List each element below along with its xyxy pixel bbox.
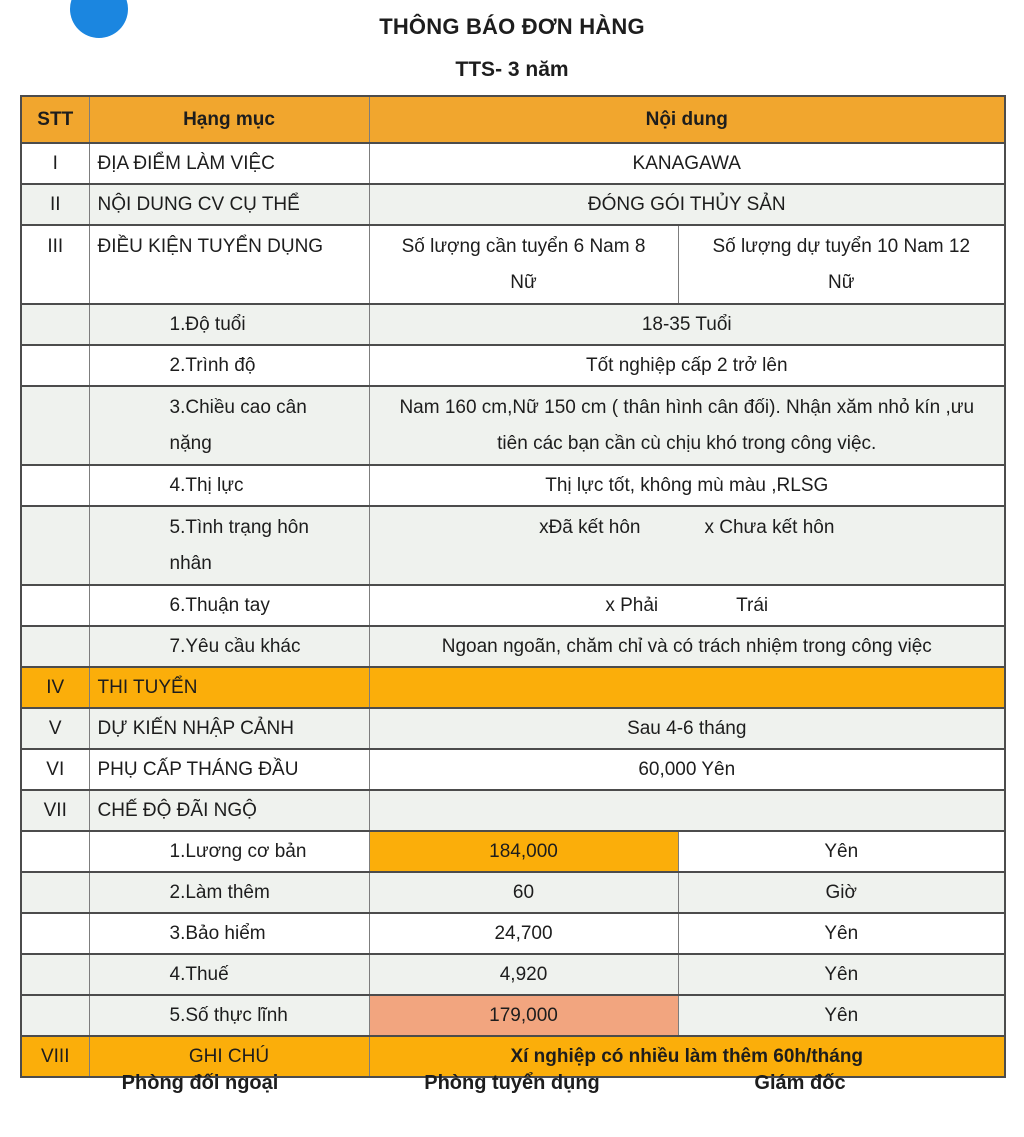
table-row [21,304,1005,345]
row-content: Tốt nghiệp cấp 2 trở lên [369,345,1005,386]
table-row [21,749,1005,790]
row-stt [21,626,89,667]
row-stt [21,386,89,465]
row-stt: VII [21,790,89,831]
insurance-unit: Yên [678,913,1005,954]
row-content: 60,000 Yên [369,749,1005,790]
row-label: 3.Bảo hiểm [89,913,369,954]
net-salary-value: 179,000 [369,995,678,1036]
row-content: KANAGAWA [369,143,1005,184]
table-row [21,585,1005,626]
row-label: NỘI DUNG CV CỤ THỂ [89,184,369,225]
row-content [369,585,1005,626]
row-label: DỰ KIẾN NHẬP CẢNH [89,708,369,749]
row-stt [21,995,89,1036]
row-label: 3.Chiều cao cân nặng [89,386,369,465]
col-header-content: Nội dung [369,96,1005,143]
document-subtitle: TTS- 3 năm [455,58,569,81]
row-label: 5.Số thực lĩnh [89,995,369,1036]
row-stt [21,465,89,506]
marital-single-option: x Chưa kết hôn [704,517,835,538]
row-label: ĐIỀU KIỆN TUYỂN DỤNG [89,225,369,304]
row-content: ĐÓNG GÓI THỦY SẢN [369,184,1005,225]
net-salary-unit: Yên [678,995,1005,1036]
row-label: GHI CHÚ [89,1036,369,1077]
row-content: Ngoan ngoãn, chăm chỉ và có trách nhiệm trong công việc [369,626,1005,667]
table-row [21,225,1005,304]
row-content-left: Số lượng cần tuyển 6 Nam 8 Nữ [369,225,678,304]
row-label: PHỤ CẤP THÁNG ĐẦU [89,749,369,790]
row-stt: II [21,184,89,225]
row-stt [21,345,89,386]
row-stt [21,585,89,626]
table-row [21,184,1005,225]
salary-base-unit: Yên [678,831,1005,872]
row-label: CHẾ ĐỘ ĐÃI NGỘ [89,790,369,831]
row-content-right: Số lượng dự tuyển 10 Nam 12 Nữ [678,225,1005,304]
row-stt [21,954,89,995]
row-label: 6.Thuận tay [89,585,369,626]
table-row [21,954,1005,995]
insurance-value: 24,700 [369,913,678,954]
table-row [21,667,1005,708]
table-row [21,831,1005,872]
row-label: 7.Yêu cầu khác [89,626,369,667]
table-row [21,1036,1005,1077]
tax-unit: Yên [678,954,1005,995]
row-stt [21,831,89,872]
table-row [21,506,1005,585]
overtime-value: 60 [369,872,678,913]
order-table [20,95,1006,1078]
table-row [21,995,1005,1036]
row-content: Thị lực tốt, không mù màu ,RLSG [369,465,1005,506]
salary-base-value: 184,000 [369,831,678,872]
note-content: Xí nghiệp có nhiều làm thêm 60h/tháng [369,1036,1005,1077]
hand-left-option: Trái [736,594,769,616]
table-row [21,626,1005,667]
table-row [21,143,1005,184]
table-row [21,708,1005,749]
hand-right-option: x Phải [605,594,659,616]
row-stt: IV [21,667,89,708]
table-row [21,386,1005,465]
row-content [369,790,1005,831]
row-label: 2.Trình độ [89,345,369,386]
row-stt: VIII [21,1036,89,1077]
table-row [21,465,1005,506]
row-content: Sau 4-6 tháng [369,708,1005,749]
row-label: 4.Thuế [89,954,369,995]
row-stt [21,872,89,913]
marital-married-option: xĐã kết hôn [539,517,641,538]
row-stt: V [21,708,89,749]
row-content: Nam 160 cm,Nữ 150 cm ( thân hình cân đối). Nhận xăm nhỏ kín ,ưu tiên các bạn cần cù chịu khó trong công việc. [369,386,1005,465]
row-stt: VI [21,749,89,790]
row-content [369,667,1005,708]
row-stt [21,304,89,345]
col-header-stt: STT [21,96,89,143]
signature-recruitment: Phòng tuyển dụng [424,1072,600,1094]
row-stt [21,913,89,954]
table-row [21,913,1005,954]
table-row [21,790,1005,831]
row-label: 2.Làm thêm [89,872,369,913]
signature-foreign-affairs: Phòng đối ngoại [121,1072,279,1094]
table-row [21,872,1005,913]
row-label: 5.Tình trạng hôn nhân [89,506,369,585]
signature-director: Giám đốc [754,1072,846,1094]
row-stt: I [21,143,89,184]
table-row [21,345,1005,386]
row-label: THI TUYỂN [89,667,369,708]
row-label: 1.Độ tuổi [89,304,369,345]
tax-value: 4,920 [369,954,678,995]
col-header-category: Hạng mục [89,96,369,143]
row-stt [21,506,89,585]
row-content [369,506,1005,585]
row-label: 1.Lương cơ bản [89,831,369,872]
row-content: 18-35 Tuổi [369,304,1005,345]
overtime-unit: Giờ [678,872,1005,913]
row-stt: III [21,225,89,304]
document-title: THÔNG BÁO ĐƠN HÀNG [379,14,645,39]
row-label: 4.Thị lực [89,465,369,506]
row-label: ĐỊA ĐIỂM LÀM VIỆC [89,143,369,184]
